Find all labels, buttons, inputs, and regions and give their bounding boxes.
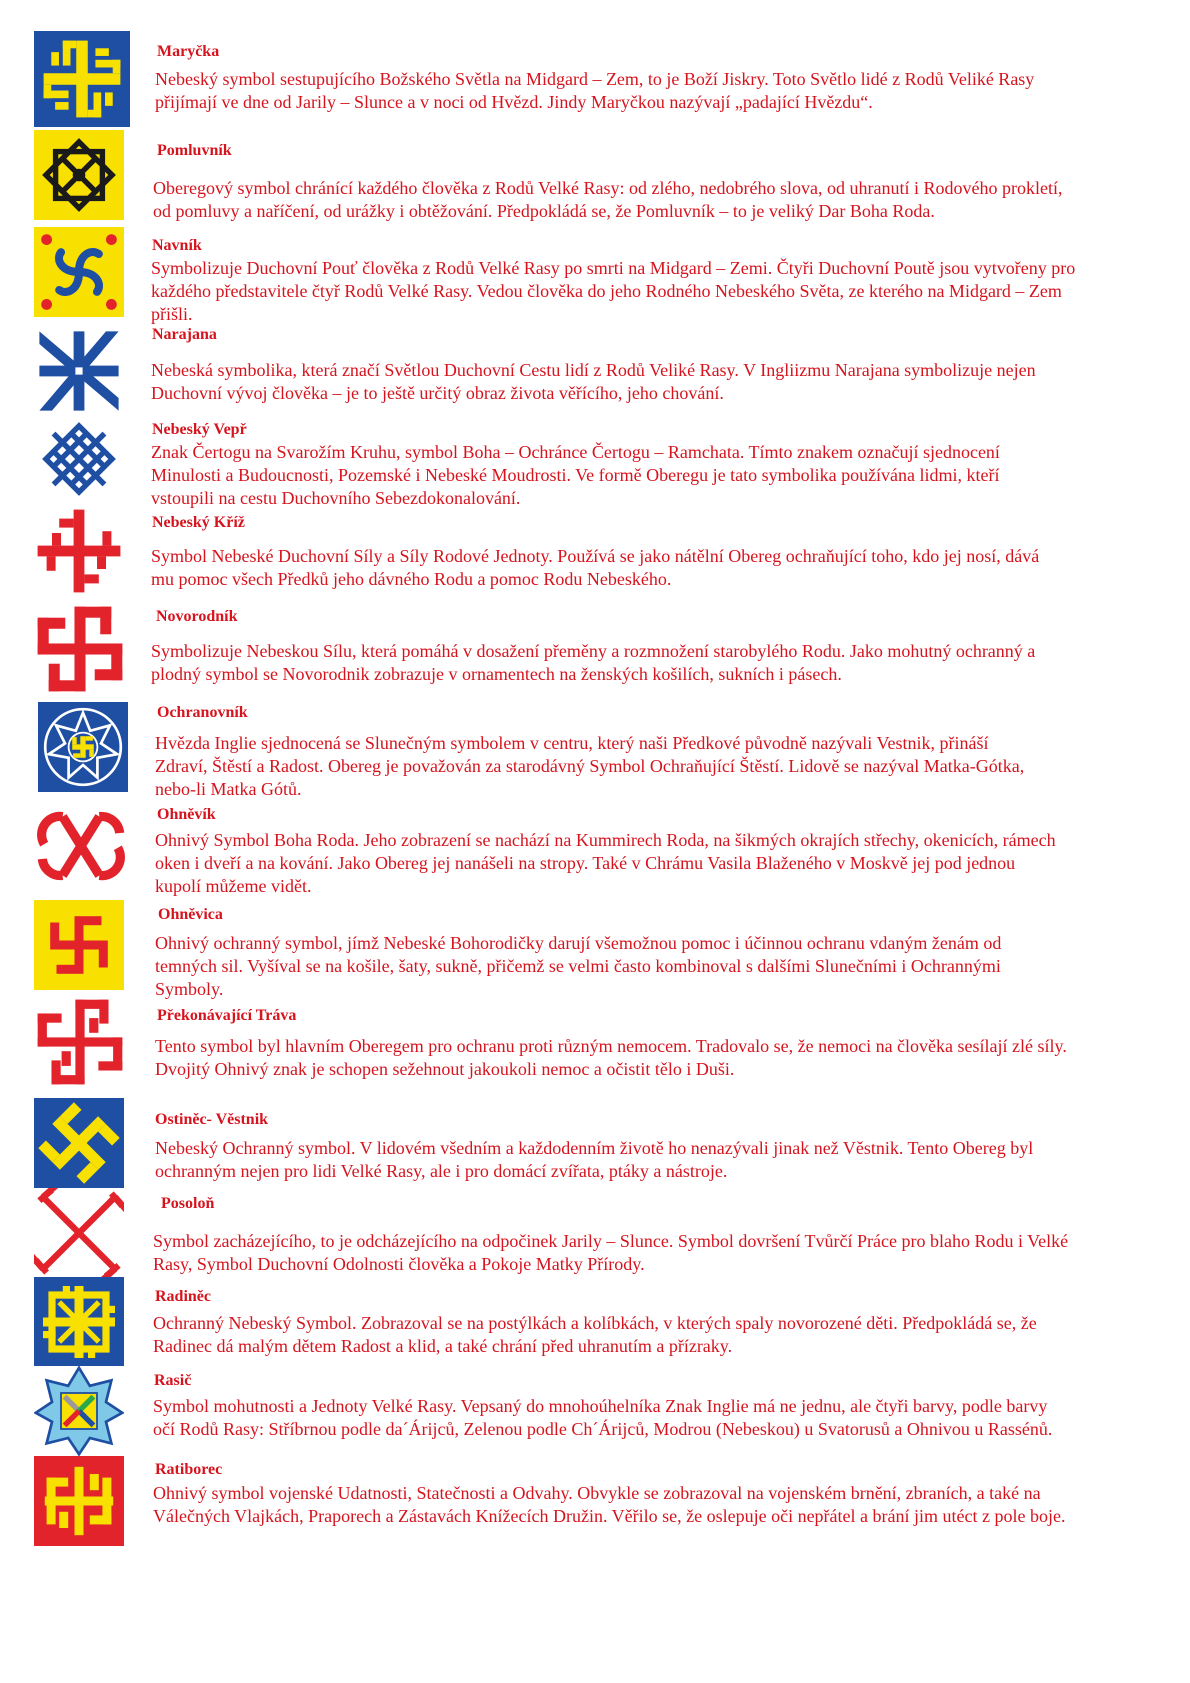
symbol-description: Symbolizuje Nebeskou Sílu, která pomáhá v dosažení přeměny a rozmnožení starobylého Rodu. Jako mohutný ochranný a plodný symbol se Novorodnik zobrazuje v ornamentech na ženských košilích, sukních i pásech.	[151, 641, 1036, 684]
symbol-description: Nebeská symbolika, která značí Světlou Duchovní Cestu lidí z Rodů Veliké Rasy. V Ingliizmu Narajana symbolizuje nejen Duchovní vývoj člověka – je to ještě určitý obraz života věřícího, jeho chování.	[151, 360, 1036, 403]
marycka-symbol-icon	[34, 31, 130, 127]
symbol-title: Překonávající Tráva	[157, 1007, 297, 1024]
symbol-description: Ohnivý Symbol Boha Roda. Jeho zobrazení se nachází na Kummirech Roda, na šikmých okrajích střechy, okenicích, rámech oken i dveří a na kování. Jako Obereg jej nanášeli na stropy. Také v Chrámu Vasila Blaženého v Moskvě jej pod jednou kupolí můžeme vidět.	[155, 830, 1056, 896]
nebesky-vepr-symbol-icon	[34, 414, 124, 504]
symbol-description: Nebeský Ochranný symbol. V lidovém všedním a každodenním životě ho nenazývali jinak než Věstnik. Tento Obereg byl ochranným nejen pro lidi Velké Rasy, ale i pro domácí zvířata, ptáky a nástroje.	[155, 1138, 1034, 1181]
symbol-title: Ostiněc- Věstnik	[155, 1111, 269, 1128]
symbol-description: Symbol mohutnosti a Jednoty Velké Rasy. Vepsaný do mnohoúhelníka Znak Inglie má ne jednu, ale čtyři barvy, podle barvy očí Rodů Rasy: Stříbrnou podle da´Árijců, Zelenou podle Ch´Árijců, Modrou (Nebeskou) u Svatorusů a Ohnivou u Rassénů.	[153, 1396, 1053, 1439]
symbol-title: Ratiborec	[155, 1461, 223, 1478]
symbol-title: Nebeský Vepř	[152, 421, 247, 438]
symbol-title: Maryčka	[157, 43, 220, 60]
navnik-symbol-icon	[34, 227, 124, 317]
ohnevik-symbol-icon	[34, 800, 128, 892]
symbol-title: Narajana	[152, 326, 217, 343]
symbol-title: Nebeský Kříž	[152, 514, 245, 531]
ostinec-vestnik-symbol-icon	[34, 1098, 124, 1188]
ratiborec-symbol-icon	[34, 1456, 124, 1546]
symbol-title: Ochranovník	[157, 704, 248, 721]
novorodnik-symbol-icon	[34, 602, 126, 696]
symbol-description: Ohnivý ochranný symbol, jímž Nebeské Bohorodičky darují všemožnou pomoc i účinnou ochranu vdaným ženám od temných sil. Vyšíval se na košile, šaty, sukně, přičemž se velmi často kombinoval s dalšími Slunečními i Ochrannými Symboly.	[155, 933, 1002, 999]
ohnevica-symbol-icon	[34, 900, 124, 990]
symbol-description: Symbol Nebeské Duchovní Síly a Síly Rodové Jednoty. Používá se jako nátělní Obereg ochraňující toho, kdo jej nosí, dává mu pomoc všech Předků jeho dávného Rodu a pomoc Rodu Nebeského.	[151, 546, 1040, 589]
symbol-title: Ohněvík	[157, 806, 216, 823]
symbol-title: Pomluvník	[157, 142, 232, 159]
rasic-symbol-icon	[34, 1366, 124, 1456]
symbol-description: Symbolizuje Duchovní Pouť člověka z Rodů Velké Rasy po smrti na Midgard – Zemi. Čtyři Duchovní Poutě jsou vytvořeny pro každého představitele čtyř Rodů Velké Rasy. Vedou člověka do jeho Rodného Nebeského Světa, ze kterého na Midgard – Zem přišli.	[151, 258, 1076, 324]
symbol-title: Navník	[152, 237, 202, 254]
symbol-description: Oberegový symbol chránící každého člověka z Rodů Velké Rasy: od zlého, nedobrého slova, od uhranutí i Rodového prokletí, od pomluvy a naříčení, od urážky i obtěžování. Předpokládá se, že Pomluvník – to je veliký Dar Boha Roda.	[153, 178, 1063, 221]
posolon-symbol-icon	[34, 1188, 124, 1278]
ochranovnik-symbol-icon	[38, 702, 128, 792]
nebesky-kriz-symbol-icon	[34, 505, 124, 597]
symbol-description: Ohnivý symbol vojenské Udatnosti, Statečnosti a Odvahy. Obvykle se zobrazoval na vojenském brnění, zbraních, a také na Válečných Vlajkách, Praporech a Zástavách Knížecích Družin. Věřilo se, že oslepuje oči nepřátel a brání jim utéct z pole boje.	[153, 1483, 1066, 1526]
symbol-description: Hvězda Inglie sjednocená se Slunečným symbolem v centru, který naši Předkové původně nazývali Vestnik, přináší Zdraví, Štěstí a Radost. Obereg je považován za starodávný Symbol Ochraňující Štěstí. Lidově se nazýval Matka-Gótka, nebo-li Matka Gótů.	[155, 733, 1025, 799]
symbol-title: Novorodník	[156, 608, 238, 625]
prekonavajici-trava-symbol-icon	[34, 996, 126, 1088]
symbol-title: Posoloň	[161, 1195, 215, 1212]
radinec-symbol-icon	[34, 1277, 124, 1367]
symbol-title: Radiněc	[155, 1288, 211, 1305]
symbol-title: Rasič	[154, 1372, 192, 1389]
pomluvnik-symbol-icon	[34, 130, 124, 220]
symbol-description: Symbol zacházejícího, to je odcházejícího na odpočinek Jarily – Slunce. Symbol dovršení Tvůrčí Práce pro blaho Rodu i Velké Rasy, Symbol Duchovní Odolnosti člověka a Pokoje Matky Přírody.	[153, 1231, 1069, 1274]
symbol-description: Ochranný Nebeský Symbol. Zobrazoval se na postýlkách a kolíbkách, v kterých spaly novorozené děti. Předpokládá se, že Radinec dá malým dětem Radost a klid, a také chrání před uhranutím a přízraky.	[153, 1313, 1037, 1356]
symbol-title: Ohněvica	[158, 906, 223, 923]
narajana-symbol-icon	[34, 326, 124, 416]
symbol-description: Znak Čertogu na Svarožím Kruhu, symbol Boha – Ochránce Čertogu – Ramchata. Tímto znakem označují sjednocení Minulosti a Budoucnosti, Pozemské i Nebeské Moudrosti. Ve formě Oberegu je tato symbolika používána lidmi, kteří vstoupili na cestu Duchovního Sebezdokonalování.	[151, 442, 1000, 508]
symbol-description: Nebeský symbol sestupujícího Božského Světla na Midgard – Zem, to je Boží Jiskry. Toto Světlo lidé z Rodů Veliké Rasy přijímají ve dne od Jarily – Slunce a v noci od Hvězd. Jindy Maryčkou nazývají „padající Hvězdu“.	[155, 69, 1035, 112]
symbol-description: Tento symbol byl hlavním Oberegem pro ochranu proti různým nemocem. Tradovalo se, že nemoci na člověka sesílají zlé síly. Dvojitý Ohnivý znak je schopen sežehnout jakoukoli nemoc a očistit tělo i Duši.	[155, 1036, 1067, 1079]
